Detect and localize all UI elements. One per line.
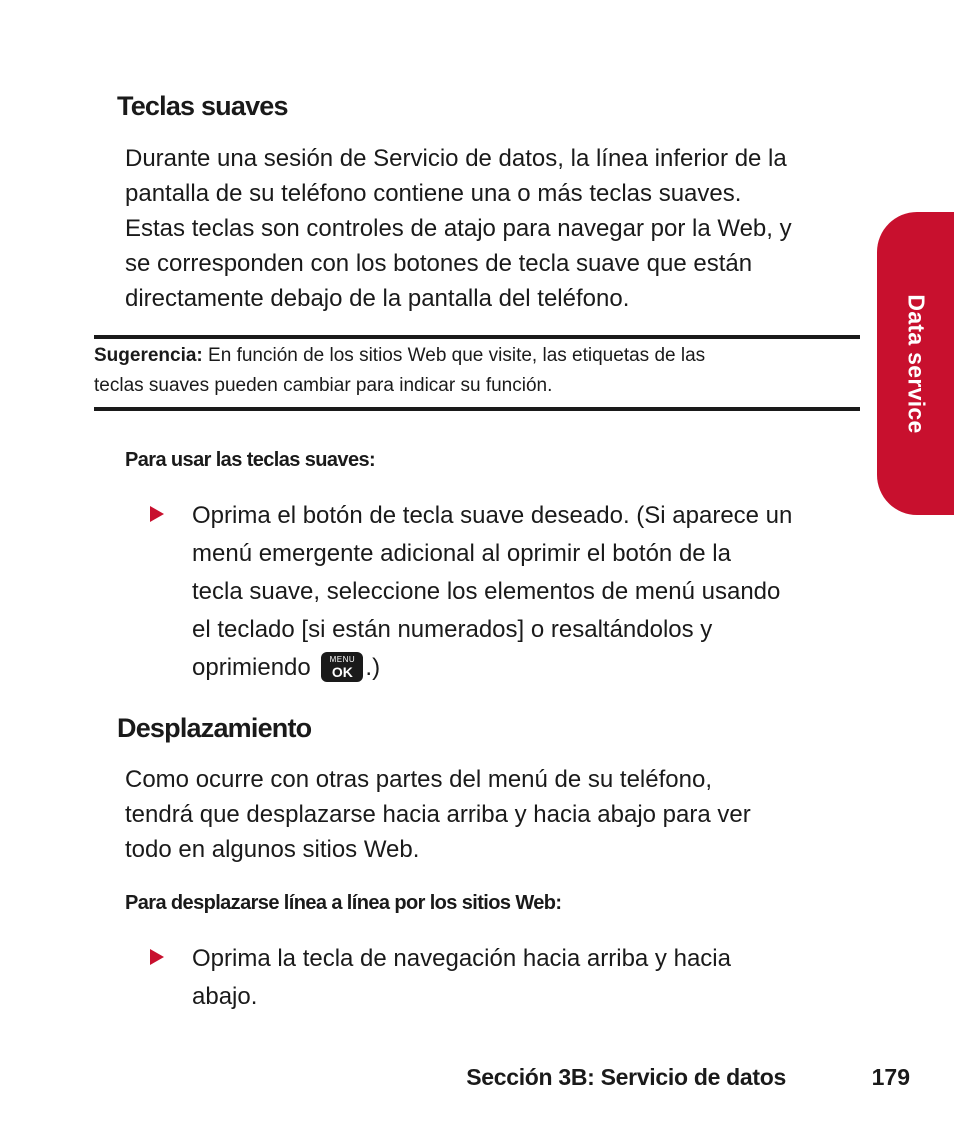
tip-bottom-rule: [94, 407, 860, 411]
paragraph-line: directamente debajo de la pantalla del teléfono.: [125, 285, 630, 312]
paragraph-line: Como ocurre con otras partes del menú de su teléfono,: [125, 766, 712, 793]
paragraph-line: se corresponden con los botones de tecla suave que están: [125, 250, 753, 277]
subheading-desplazarse: Para desplazarse línea a línea por los sitios Web:: [125, 892, 562, 914]
paragraph-line: Estas teclas son controles de atajo para navegar por la Web, y: [125, 215, 792, 242]
triangle-bullet-icon: [150, 949, 164, 965]
footer-section-title: Sección 3B: Servicio de datos: [466, 1064, 786, 1090]
paragraph-line: Durante una sesión de Servicio de datos, la línea inferior de la: [125, 145, 787, 172]
paragraph-line: pantalla de su teléfono contiene una o más teclas suaves.: [125, 180, 742, 207]
bullet-text: [192, 497, 860, 687]
bullet-line: Oprima la tecla de navegación hacia arriba y hacia: [192, 945, 731, 972]
tip-box: [94, 341, 860, 401]
paragraph-line: todo en algunos sitios Web.: [125, 836, 420, 863]
bullet-line-text: .): [365, 654, 381, 681]
tip-top-rule: [94, 335, 860, 339]
triangle-bullet-icon: [150, 506, 164, 522]
section-side-tab: [877, 212, 954, 515]
tip-line: teclas suaves pueden cambiar para indicar su función.: [94, 375, 553, 396]
page-number: 179: [871, 1064, 910, 1090]
bullet-line-text: oprimiendo: [192, 654, 318, 681]
key-ok-label: OK: [331, 663, 353, 680]
bullet-item: [150, 497, 860, 687]
tip-label: Sugerencia:: [94, 345, 203, 366]
bullet-text: [192, 940, 860, 1016]
tip-line: [94, 341, 860, 371]
heading-desplazamiento: Desplazamiento: [117, 713, 312, 743]
paragraph-teclas-suaves: [125, 141, 865, 316]
paragraph-desplazamiento: [125, 762, 865, 867]
bullet-item: [150, 940, 860, 1016]
bullet-line: menú emergente adicional al oprimir el botón de la: [192, 540, 731, 567]
bullet-line: tecla suave, seleccione los elementos de menú usando: [192, 578, 781, 605]
bullet-line: [192, 649, 860, 687]
heading-teclas-suaves: Teclas suaves: [117, 91, 288, 121]
side-tab-label: Data service: [903, 293, 929, 434]
bullet-line: abajo.: [192, 983, 258, 1010]
bullet-line: Oprima el botón de tecla suave deseado. (Si aparece un: [192, 502, 793, 529]
bullet-line: el teclado [si están numerados] o resaltándolos y: [192, 616, 713, 643]
subheading-usar-teclas: Para usar las teclas suaves:: [125, 449, 376, 471]
menu-ok-key-icon: [321, 652, 363, 682]
tip-text: En función de los sitios Web que visite, las etiquetas de las: [202, 345, 706, 366]
key-menu-label: MENU: [329, 654, 356, 664]
paragraph-line: tendrá que desplazarse hacia arriba y hacia abajo para ver: [125, 801, 751, 828]
